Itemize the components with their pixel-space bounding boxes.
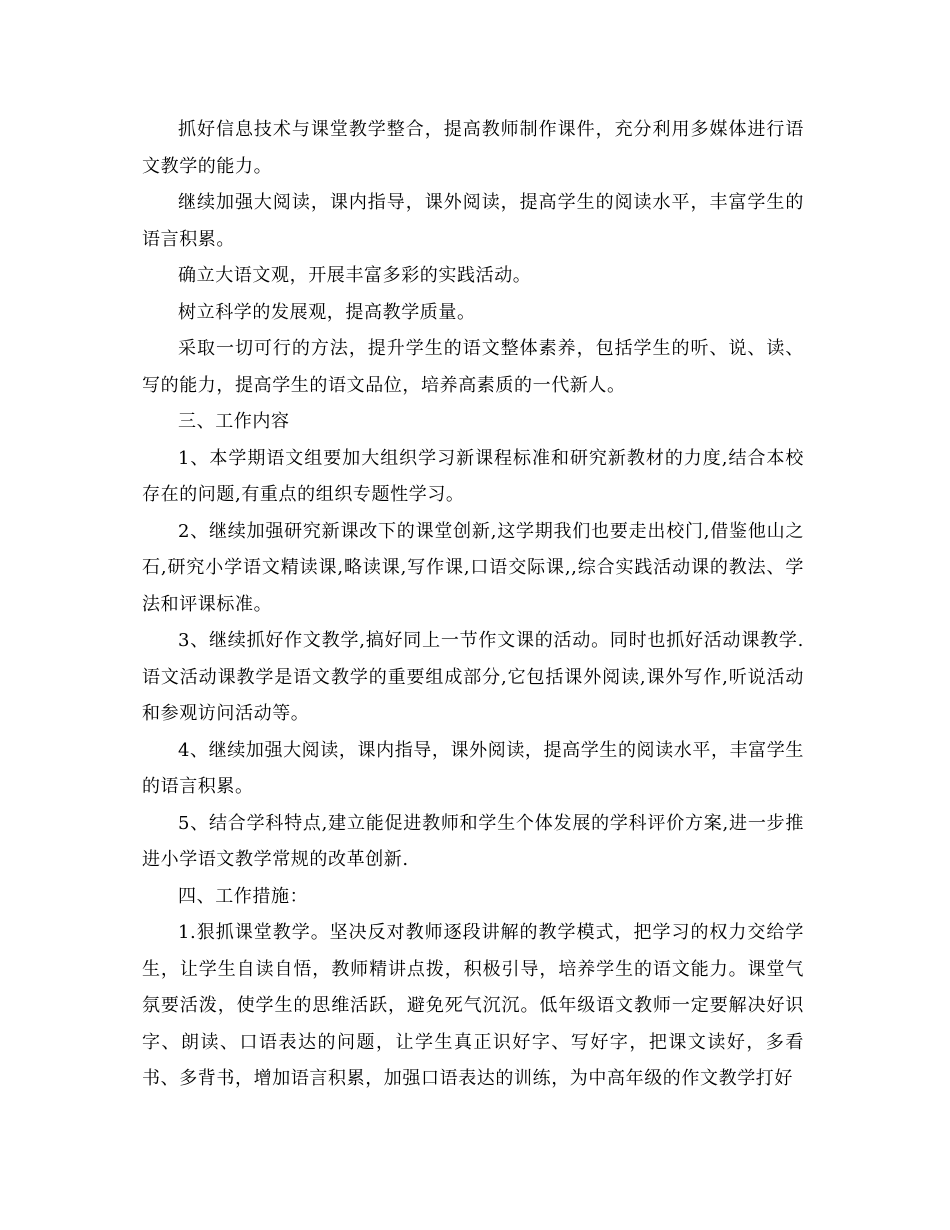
paragraph-item-5: 5、结合学科特点,建立能促进教师和学生个体发展的学科评价方案,进一步推进小学语文教学常规的改革创新.	[142, 812, 804, 870]
paragraph-item-1: 1、本学期语文组要加大组织学习新课程标准和研究新教材的力度,结合本校存在的问题,有重点的组织专题性学习。	[142, 447, 804, 505]
section-heading-work-measures: 四、工作措施：	[178, 885, 309, 907]
paragraph-item-3: 3、继续抓好作文教学,搞好同上一节作文课的活动。同时也抓好活动课教学.语文活动课教学是语文教学的重要组成部分,它包括课外阅读,课外写作,听说活动和参观访问活动等。	[142, 630, 804, 724]
paragraph-2: 继续加强大阅读，课内指导，课外阅读，提高学生的阅读水平，丰富学生的语言积累。	[142, 192, 804, 250]
paragraph-5: 采取一切可行的方法，提升学生的语文整体素养，包括学生的听、说、读、写的能力，提高学生的语文品位，培养高素质的一代新人。	[142, 338, 804, 396]
section-heading-work-content: 三、工作内容	[178, 411, 290, 432]
paragraph-item-4: 4、继续加强大阅读，课内指导，课外阅读，提高学生的阅读水平，丰富学生的语言积累。	[142, 739, 804, 797]
paragraph-item-2: 2、继续加强研究新课改下的课堂创新,这学期我们也要走出校门,借鉴他山之石,研究小学语文精读课,略读课,写作课,口语交际课,,综合实践活动课的教法、学法和评课标准。	[142, 520, 804, 615]
document-body	[142, 112, 804, 1098]
paragraph-4: 树立科学的发展观，提高教学质量。	[178, 301, 476, 323]
paragraph-3: 确立大语文观，开展丰富多彩的实践活动。	[178, 265, 532, 286]
paragraph-1: 抓好信息技术与课堂教学整合，提高教师制作课件，充分利用多媒体进行语文教学的能力。	[142, 119, 804, 177]
paragraph-measure-1: 1.狠抓课堂教学。坚决反对教师逐段讲解的教学模式，把学习的权力交给学生，让学生自读自悟，教师精讲点拨，积极引导，培养学生的语文能力。课堂气氛要活泼，使学生的思维活跃，避免死气沉沉。低年级语文教师一定要解决好识字、朗读、口语表达的问题，让学生真正识好字、写好字，把课文读好，多看书、多背书，增加语言积累，加强口语表达的训练，为中高年级的作文教学打好	[142, 922, 804, 1089]
